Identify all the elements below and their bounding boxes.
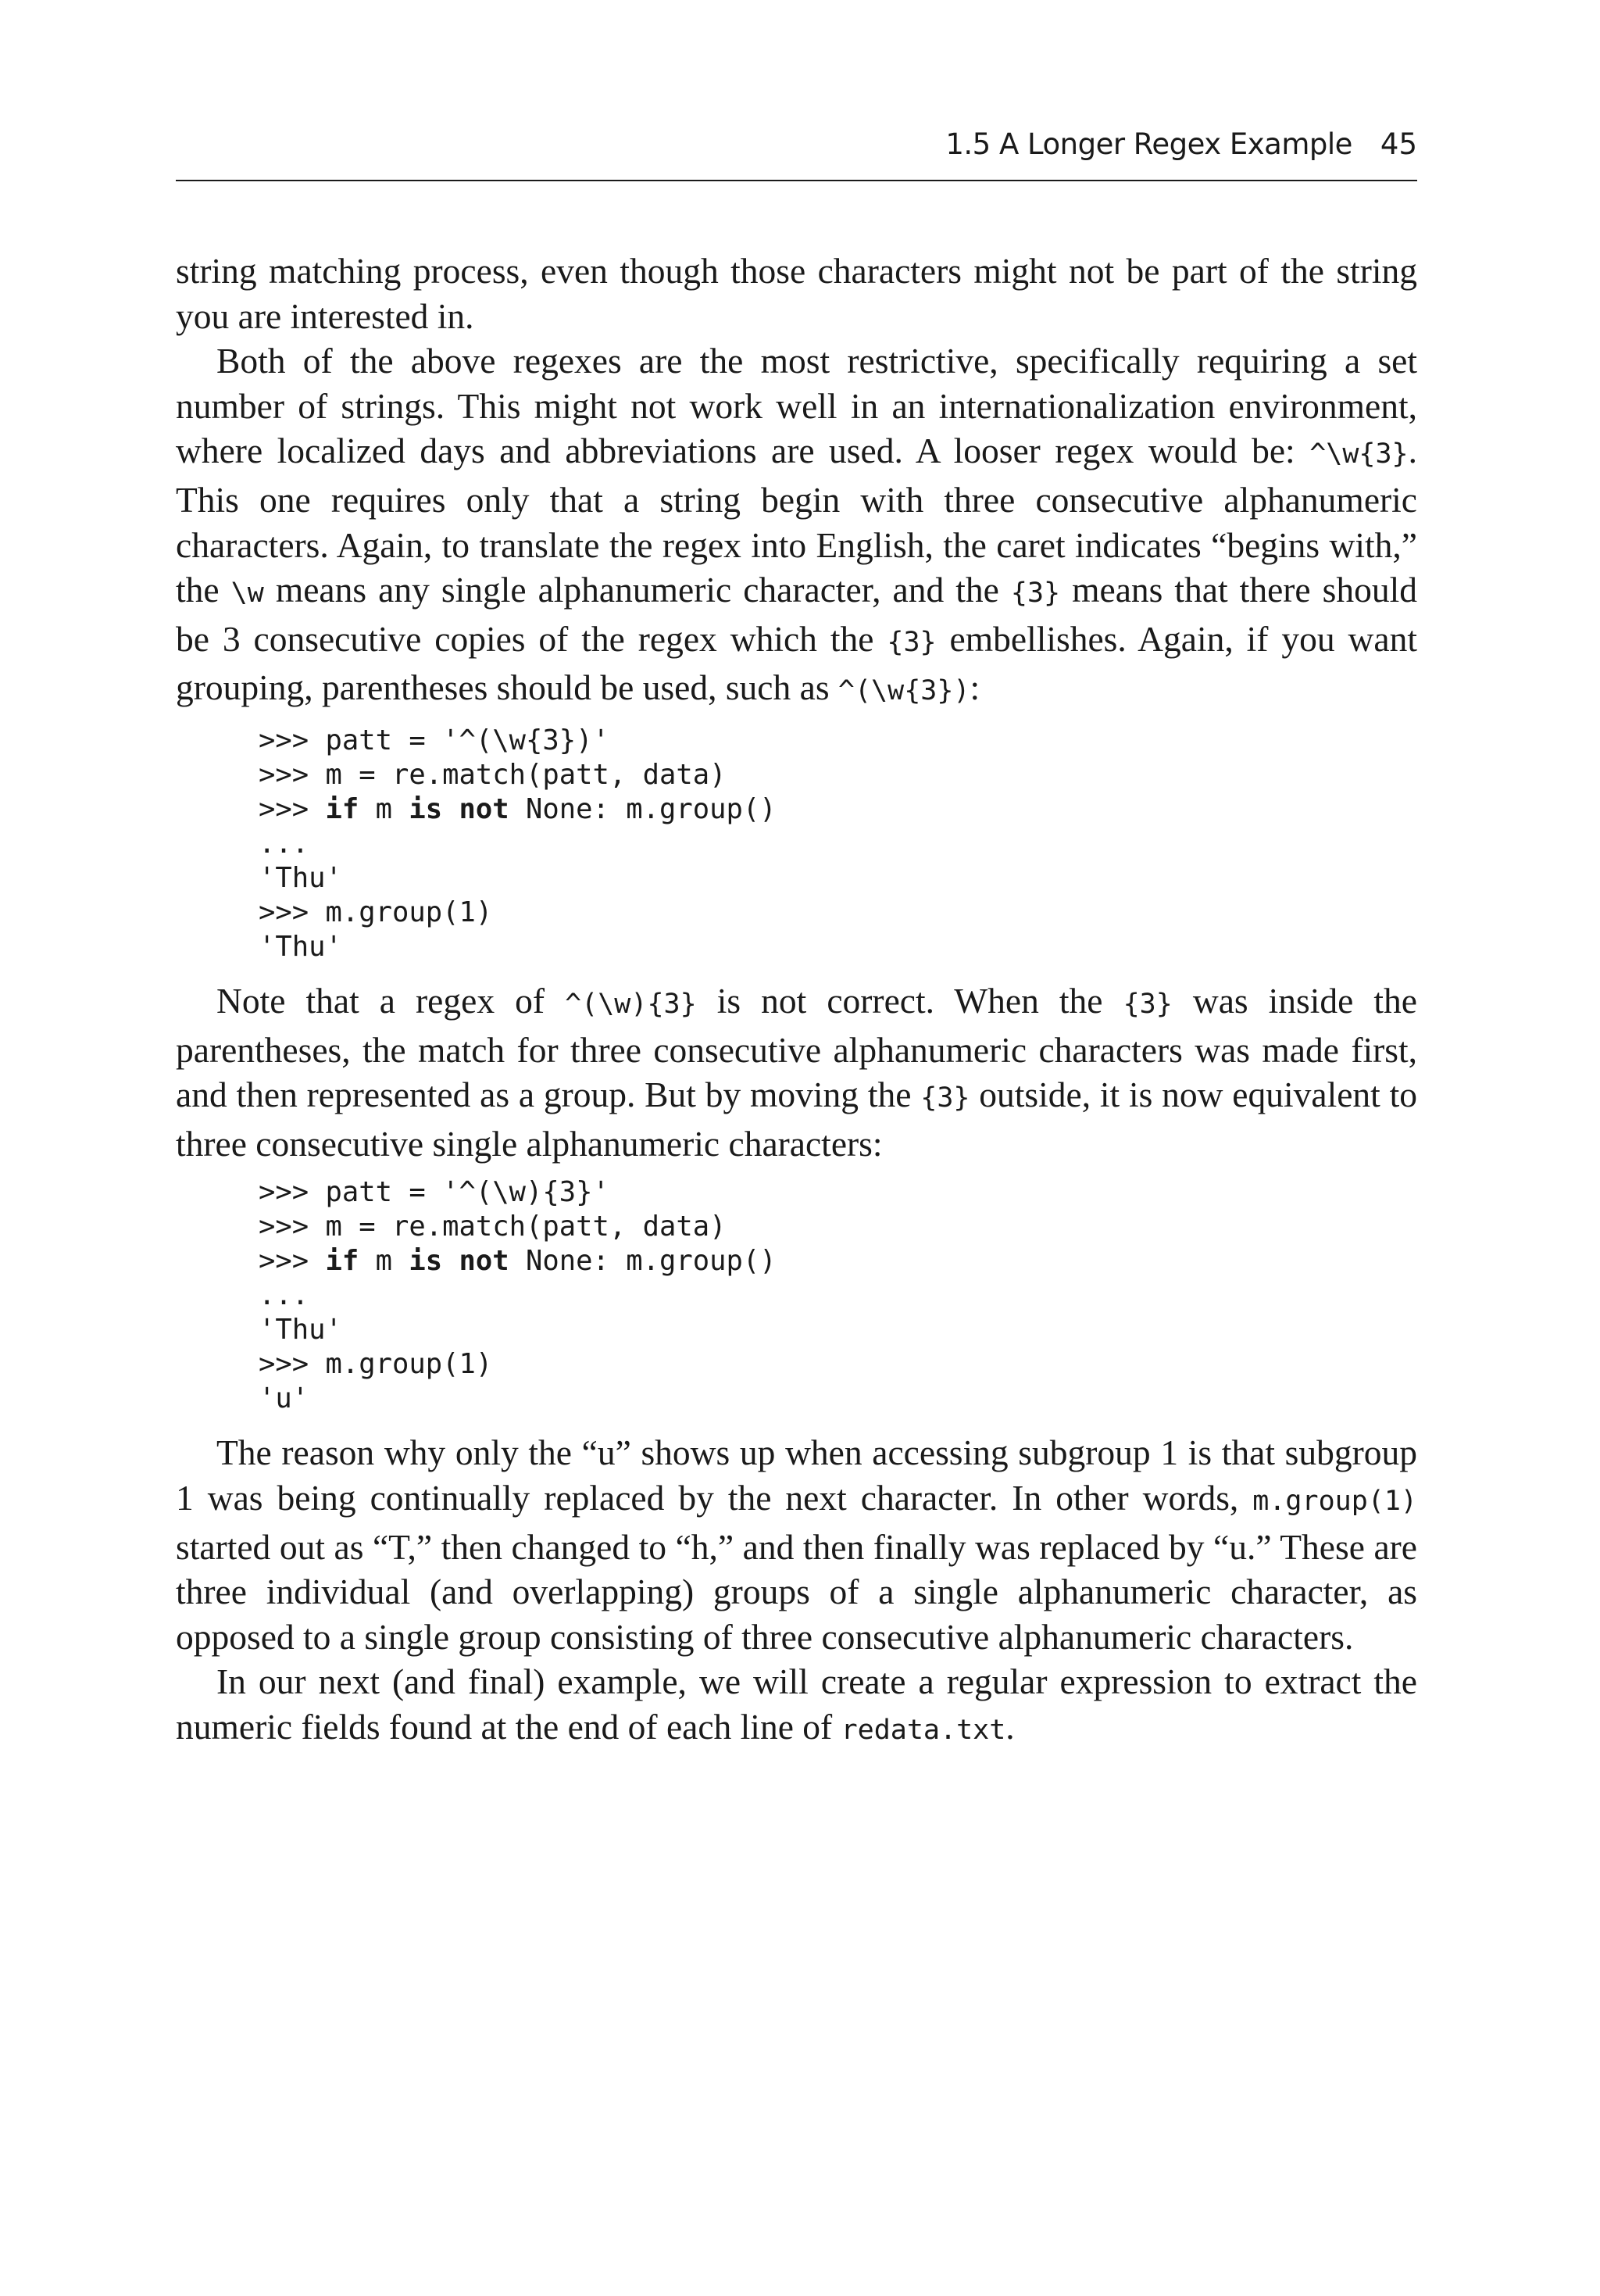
paragraph-text: means any single alphanumeric character, and the	[263, 570, 1011, 610]
code-keyword: not	[459, 1245, 509, 1278]
paragraph-2	[176, 338, 1417, 714]
code-line: >>> m.group(1)	[259, 1348, 493, 1381]
paragraph-text: In our next (and final) example, we will create a regular expression to extract the numeric fields found at the end of each line of	[176, 1661, 1417, 1747]
paragraph-text: is not correct. When the	[696, 980, 1123, 1021]
running-head	[176, 123, 1417, 181]
code-line: >>> patt = '^(\w){3}'	[259, 1176, 609, 1209]
paragraph-5	[176, 1659, 1417, 1753]
code-line: ...	[259, 1279, 309, 1312]
inline-code: ^\w{3}	[1309, 438, 1409, 470]
code-keyword: if	[325, 1245, 359, 1278]
code-line: ...	[259, 827, 309, 860]
code-line: >>> m = re.match(patt, data)	[259, 758, 727, 791]
code-line	[259, 792, 1417, 827]
paragraph-3	[176, 978, 1417, 1166]
code-block-2	[259, 1175, 1417, 1416]
paragraph-text: Note that a regex of	[216, 980, 566, 1021]
inline-code: m.group(1)	[1252, 1485, 1417, 1517]
inline-code: {3}	[920, 1082, 970, 1114]
paragraph-text: was inside the parentheses, the match for three consecutive alphanumeric characters was made first, and then represented as a group. But by moving the	[176, 980, 1417, 1115]
code-token: m	[359, 1245, 409, 1278]
code-line: 'Thu'	[259, 861, 342, 894]
inline-code: ^(\w{3})	[838, 675, 970, 707]
inline-code: redata.txt	[841, 1714, 1006, 1746]
paragraph-text: :	[970, 667, 980, 708]
paragraph-text: string matching process, even though those characters might not be part of the string you are interested in.	[176, 251, 1417, 336]
paragraph-4	[176, 1430, 1417, 1659]
inline-code: {3}	[1010, 578, 1061, 610]
paragraph-text: Both of the above regexes are the most restrictive, specifically requiring a set number of strings. This might not work well in an internationalization environment, where localized days and abbreviations are used. A looser regex would be:	[176, 341, 1417, 471]
code-line: >>> patt = '^(\w{3})'	[259, 724, 609, 756]
code-token: m	[359, 792, 409, 825]
code-line: 'u'	[259, 1382, 309, 1415]
code-keyword: not	[459, 792, 509, 825]
code-token: None: m.group()	[509, 792, 777, 825]
inline-code: ^(\w){3}	[565, 988, 697, 1020]
code-line: 'Thu'	[259, 1314, 342, 1346]
inline-code: {3}	[887, 626, 937, 658]
section-title: 1.5 A Longer Regex Example	[945, 127, 1352, 161]
page-number: 45	[1380, 127, 1417, 161]
paragraph-text: outside, it is now equivalent to three consecutive single alphanumeric characters:	[176, 1075, 1417, 1164]
paragraph-1	[176, 249, 1417, 338]
code-line: 'Thu'	[259, 930, 342, 963]
code-token	[442, 1245, 459, 1277]
paragraph-text: started out as “T,” then changed to “h,” and then finally was replaced by “u.” These are three individual (and overlapping) groups of a single alphanumeric character, as opposed to a single group consisting of three consecutive alphanumeric characters.	[176, 1526, 1417, 1657]
code-keyword: is	[409, 792, 443, 825]
inline-code: \w	[230, 578, 264, 610]
code-token	[442, 793, 459, 825]
paragraph-text: The reason why only the “u” shows up when accessing subgroup 1 is that subgroup 1 was being continually replaced by the next character. In other words,	[176, 1432, 1417, 1518]
code-keyword: if	[325, 792, 359, 825]
code-token: >>>	[259, 792, 326, 825]
code-block-1	[259, 724, 1417, 964]
code-line	[259, 1244, 1417, 1279]
code-line: >>> m.group(1)	[259, 896, 493, 928]
inline-code: {3}	[1123, 988, 1173, 1020]
code-line: >>> m = re.match(patt, data)	[259, 1211, 727, 1243]
paragraph-text: means that there should be 3 consecutive copies of the regex which the	[176, 570, 1418, 659]
code-token: >>>	[259, 1245, 326, 1278]
body-text	[176, 249, 1417, 1753]
code-keyword: is	[409, 1245, 443, 1278]
code-token: None: m.group()	[509, 1245, 777, 1278]
paragraph-text: .	[1005, 1706, 1015, 1747]
paragraph-text: embellishes. Again, if you want grouping, parentheses should be used, such as	[176, 618, 1417, 708]
paragraph-text: . This one requires only that a string begin with three consecutive alphanumeric characters. Again, to translate the regex into English, the caret indicates “begins with,” the	[176, 431, 1417, 610]
